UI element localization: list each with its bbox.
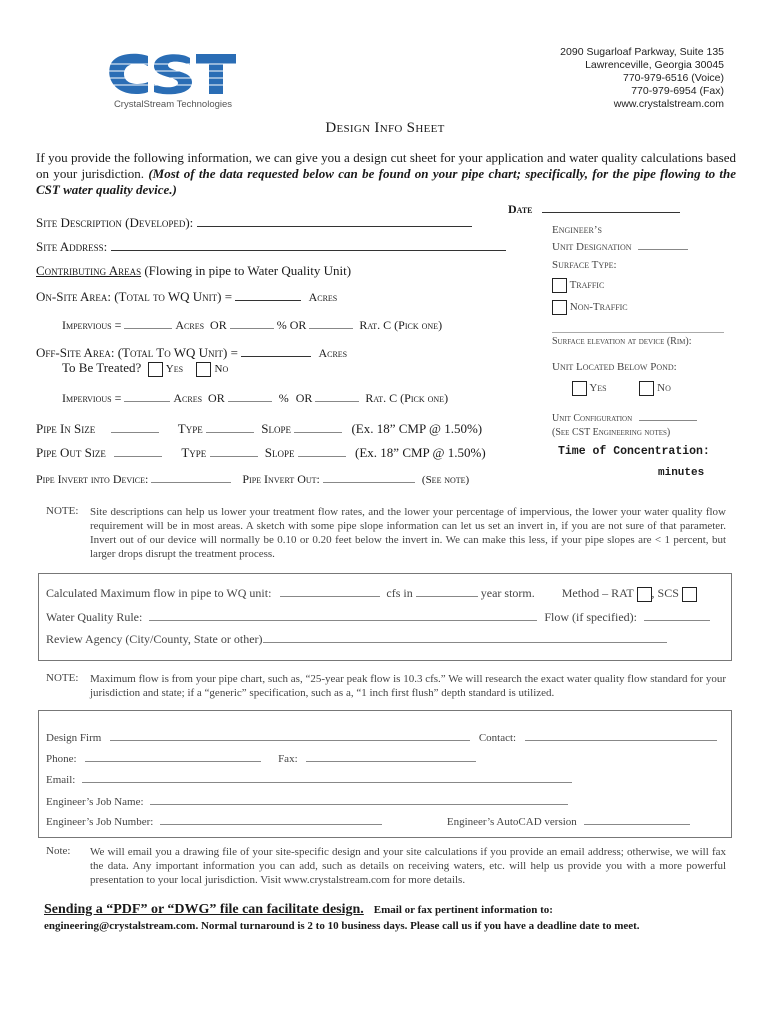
treated-yes-label: Yes bbox=[165, 363, 184, 375]
scs-checkbox[interactable] bbox=[682, 587, 697, 602]
treated-no-label: No bbox=[214, 363, 229, 375]
phone-fax-row bbox=[46, 749, 476, 765]
phone-field[interactable] bbox=[85, 749, 261, 762]
rat-c-field-2[interactable] bbox=[315, 389, 359, 402]
note1-label: NOTE: bbox=[46, 505, 79, 517]
job-name-row bbox=[46, 792, 568, 808]
treated-row bbox=[62, 360, 228, 377]
non-traffic-row bbox=[552, 300, 628, 315]
autocad-field[interactable] bbox=[584, 812, 690, 825]
job-number-field[interactable] bbox=[160, 812, 382, 825]
fax-field[interactable] bbox=[306, 749, 476, 762]
unit-config-label: Unit Configuration bbox=[552, 413, 633, 424]
note1-text: Site descriptions can help us lower your treatment flow rates, and the lower your percentage of impervious, the lower your water quality flow requirement will be in most areas. A sketch with some pipe slope information can let us set an invert in, if you are not sure of that parameter. Invert out of our device will normally be 0.10 or 0.20 feet below the invert in. We can make this less, if your pipe slopes are < 1 percent, but larger drops disrupt the treatment process. bbox=[90, 506, 726, 560]
pipe-invert-row bbox=[36, 470, 469, 487]
cfs-in-label: cfs in bbox=[386, 586, 413, 600]
pipe-out-slope-field[interactable] bbox=[298, 444, 346, 457]
autocad-label: Engineer’s AutoCAD version bbox=[446, 816, 577, 828]
rat-c-label: Rat. C (Pick one) bbox=[359, 318, 443, 332]
intro-note: (Most of the data requested below can be found on your pipe chart; specifically, for the pipe flowing to the CST water quality device.) bbox=[36, 166, 737, 197]
or-label: OR bbox=[210, 318, 227, 332]
email-row bbox=[46, 770, 572, 786]
unit-designation-field[interactable] bbox=[638, 237, 688, 250]
flow-spec-field[interactable] bbox=[644, 608, 710, 621]
pipe-out-type-field[interactable] bbox=[210, 444, 258, 457]
design-firm-label: Design Firm bbox=[46, 732, 102, 744]
acres-label-2: Acres bbox=[173, 391, 203, 405]
cst-logo-graphic bbox=[108, 52, 238, 96]
see-cst-notes: (See CST Engineering notes) bbox=[552, 427, 671, 438]
email-label: Email: bbox=[46, 774, 76, 786]
time-concentration-label: Time of Concentration: bbox=[558, 445, 710, 458]
pipe-in-row bbox=[36, 420, 482, 437]
surface-elevation-label: Surface elevation at device (Rim): bbox=[552, 336, 692, 347]
pipe-invert-out-field[interactable] bbox=[323, 470, 415, 483]
pipe-in-size-label: Pipe In Size bbox=[36, 421, 96, 436]
year-storm-label: year storm. bbox=[480, 586, 535, 600]
page-title: Design Info Sheet bbox=[325, 120, 445, 136]
address-line: 2090 Sugarloaf Parkway, Suite 135 bbox=[560, 46, 724, 58]
onsite-row bbox=[36, 288, 337, 305]
note2-label: NOTE: bbox=[46, 672, 79, 684]
unit-designation-label: Unit Designation bbox=[552, 241, 632, 253]
pct-label-2: % bbox=[278, 391, 289, 405]
pipe-in-size-field[interactable] bbox=[111, 420, 159, 433]
method-label: Method – RAT bbox=[561, 586, 634, 600]
scs-label: , SCS bbox=[651, 586, 679, 600]
contact-label: Contact: bbox=[478, 732, 517, 744]
traffic-checkbox[interactable] bbox=[552, 278, 567, 293]
unit-config-field[interactable] bbox=[639, 408, 697, 421]
pond-no-label: No bbox=[657, 382, 671, 395]
onsite-label: On-Site Area: (Total to WQ Unit) = bbox=[36, 289, 233, 304]
review-row bbox=[46, 630, 667, 647]
job-name-label: Engineer’s Job Name: bbox=[46, 796, 144, 808]
minutes-label: minutes bbox=[658, 467, 705, 479]
impervious-label: Impervious = bbox=[62, 318, 122, 332]
pond-options-row bbox=[572, 381, 671, 396]
acres-label: Acres bbox=[175, 318, 205, 332]
wq-rule-row bbox=[46, 608, 710, 625]
intro-paragraph bbox=[36, 150, 736, 198]
offsite-row bbox=[36, 344, 347, 361]
pipe-in-type-label: Type bbox=[177, 421, 203, 436]
treated-no-checkbox[interactable] bbox=[196, 362, 211, 377]
email-field[interactable] bbox=[82, 770, 572, 783]
pipe-out-example: (Ex. 18” CMP @ 1.50%) bbox=[355, 445, 486, 460]
impervious-acres-field-2[interactable] bbox=[124, 389, 170, 402]
pipe-invert-out-label: Pipe Invert Out: bbox=[242, 472, 320, 486]
pipe-invert-into-field[interactable] bbox=[151, 470, 231, 483]
job-number-row bbox=[46, 812, 690, 828]
impervious-acres-field[interactable] bbox=[124, 316, 172, 329]
sending-files-text: Sending a “PDF” or “DWG” file can facilitate design. bbox=[44, 902, 364, 917]
pond-yes-checkbox[interactable] bbox=[572, 381, 587, 396]
pipe-in-slope-field[interactable] bbox=[294, 420, 342, 433]
pipe-in-example: (Ex. 18” CMP @ 1.50%) bbox=[351, 421, 483, 436]
review-field[interactable] bbox=[263, 630, 667, 643]
onsite-field[interactable] bbox=[235, 288, 301, 301]
treated-yes-checkbox[interactable] bbox=[148, 362, 163, 377]
site-address-field[interactable] bbox=[111, 238, 506, 251]
impervious-pct-field[interactable] bbox=[230, 316, 274, 329]
job-name-field[interactable] bbox=[150, 792, 568, 805]
wq-rule-label: Water Quality Rule: bbox=[46, 610, 143, 624]
treated-label: To Be Treated? bbox=[62, 360, 142, 375]
traffic-label: Traffic bbox=[569, 279, 605, 292]
footer-block bbox=[44, 901, 724, 934]
rat-c-field[interactable] bbox=[309, 316, 353, 329]
onsite-acres: Acres bbox=[308, 290, 338, 304]
design-firm-row bbox=[46, 728, 717, 744]
contributing-areas-row bbox=[36, 263, 351, 279]
contact-field[interactable] bbox=[525, 728, 717, 741]
date-row bbox=[508, 200, 680, 217]
surface-type-label: Surface Type: bbox=[552, 259, 617, 271]
website: www.crystalstream.com bbox=[613, 98, 724, 110]
fax-label: Fax: bbox=[278, 753, 298, 765]
note2-text: Maximum flow is from your pipe chart, such as, “25-year peak flow is 10.3 cfs.” We will research the exact water quality flow standard for your jurisdiction and state; if a “generic” specification, such as a, “1 inch first flush” depth standard is utilized. bbox=[90, 673, 726, 699]
job-number-label: Engineer’s Job Number: bbox=[46, 816, 154, 828]
site-description-field[interactable] bbox=[197, 214, 472, 227]
pipe-out-row bbox=[36, 444, 486, 461]
email-info-text: Email or fax pertinent information to: bbox=[373, 904, 553, 916]
pipe-in-slope-label: Slope bbox=[261, 421, 291, 436]
unit-below-pond-label: Unit Located Below Pond: bbox=[552, 361, 677, 373]
non-traffic-label: Non-Traffic bbox=[569, 301, 628, 314]
phone-label: Phone: bbox=[46, 753, 77, 765]
max-flow-field[interactable] bbox=[280, 584, 380, 597]
site-address-row bbox=[36, 238, 506, 255]
intro-text: If you provide the following information, we can give you a design cut sheet for your application and water quality calculations based on your jurisdiction. bbox=[36, 150, 736, 181]
date-label: Date bbox=[508, 202, 533, 216]
phone-voice: 770-979-6516 (Voice) bbox=[623, 72, 724, 84]
onsite-impervious-row bbox=[62, 316, 442, 333]
traffic-row bbox=[552, 278, 604, 293]
cst-logo bbox=[108, 52, 238, 110]
address-line: Lawrenceville, Georgia 30045 bbox=[585, 59, 724, 71]
contributing-areas-label: Contributing Areas bbox=[36, 263, 142, 278]
rat-c-label-2: Rat. C (Pick one) bbox=[365, 391, 449, 405]
unit-config-block bbox=[552, 408, 697, 440]
date-field[interactable] bbox=[542, 200, 680, 213]
wq-rule-field[interactable] bbox=[149, 608, 537, 621]
pipe-invert-into-label: Pipe Invert into Device: bbox=[36, 472, 149, 486]
offsite-label: Off-Site Area: (Total To WQ Unit) = bbox=[36, 345, 238, 360]
pond-yes-label: Yes bbox=[589, 382, 607, 395]
rim-elevation-field[interactable] bbox=[552, 332, 724, 333]
pond-no-checkbox[interactable] bbox=[639, 381, 654, 396]
site-address-label: Site Address: bbox=[36, 239, 108, 254]
site-description-row bbox=[36, 214, 472, 231]
site-description-label: Site Description (Developed): bbox=[36, 215, 194, 230]
design-firm-field[interactable] bbox=[110, 728, 470, 741]
note3-text: We will email you a drawing file of your site-specific design and your site calculations if you provide an email address; otherwise, we will fax the data. Any important information you can add, such as details on receiving waters, etc. will help us provide you with a more powerful presentation to your local jurisdiction. Visit www.crystalstream.com for more details. bbox=[90, 846, 726, 886]
pipe-out-slope-label: Slope bbox=[264, 445, 295, 460]
flow-spec-label: Flow (if specified): bbox=[544, 610, 637, 624]
pct-or-label: % OR bbox=[276, 318, 307, 332]
see-note-label: (See note) bbox=[421, 474, 470, 486]
offsite-acres: Acres bbox=[318, 346, 348, 360]
review-label: Review Agency (City/County, State or other) bbox=[46, 632, 263, 646]
offsite-impervious-row bbox=[62, 389, 448, 406]
pipe-out-size-field[interactable] bbox=[114, 444, 162, 457]
engineers-label: Engineer’s bbox=[552, 224, 602, 236]
non-traffic-checkbox[interactable] bbox=[552, 300, 567, 315]
calc-max-label: Calculated Maximum flow in pipe to WQ unit: bbox=[46, 586, 272, 600]
impervious-pct-field-2[interactable] bbox=[228, 389, 272, 402]
contributing-areas-desc: (Flowing in pipe to Water Quality Unit) bbox=[144, 263, 352, 278]
footer-contact-text: engineering@crystalstream.com. Normal turnaround is 2 to 10 business days. Please call us if you have a deadline date to meet. bbox=[44, 920, 640, 932]
note3-label: Note: bbox=[46, 845, 71, 857]
company-address bbox=[560, 46, 724, 111]
pipe-out-size-label: Pipe Out Size bbox=[36, 445, 106, 460]
calc-max-row bbox=[46, 584, 697, 602]
or-label-2: OR bbox=[208, 391, 225, 405]
impervious-label-2: Impervious = bbox=[62, 391, 122, 405]
pipe-out-type-label: Type bbox=[181, 445, 207, 460]
pipe-in-type-field[interactable] bbox=[206, 420, 254, 433]
phone-fax: 770-979-6954 (Fax) bbox=[631, 85, 724, 97]
rat-checkbox[interactable] bbox=[637, 587, 652, 602]
or-label-3: OR bbox=[295, 391, 313, 405]
storm-year-field[interactable] bbox=[416, 584, 478, 597]
offsite-field[interactable] bbox=[241, 344, 311, 357]
logo-subtitle: CrystalStream Technologies bbox=[113, 99, 233, 110]
engineers-unit-block bbox=[552, 223, 688, 254]
